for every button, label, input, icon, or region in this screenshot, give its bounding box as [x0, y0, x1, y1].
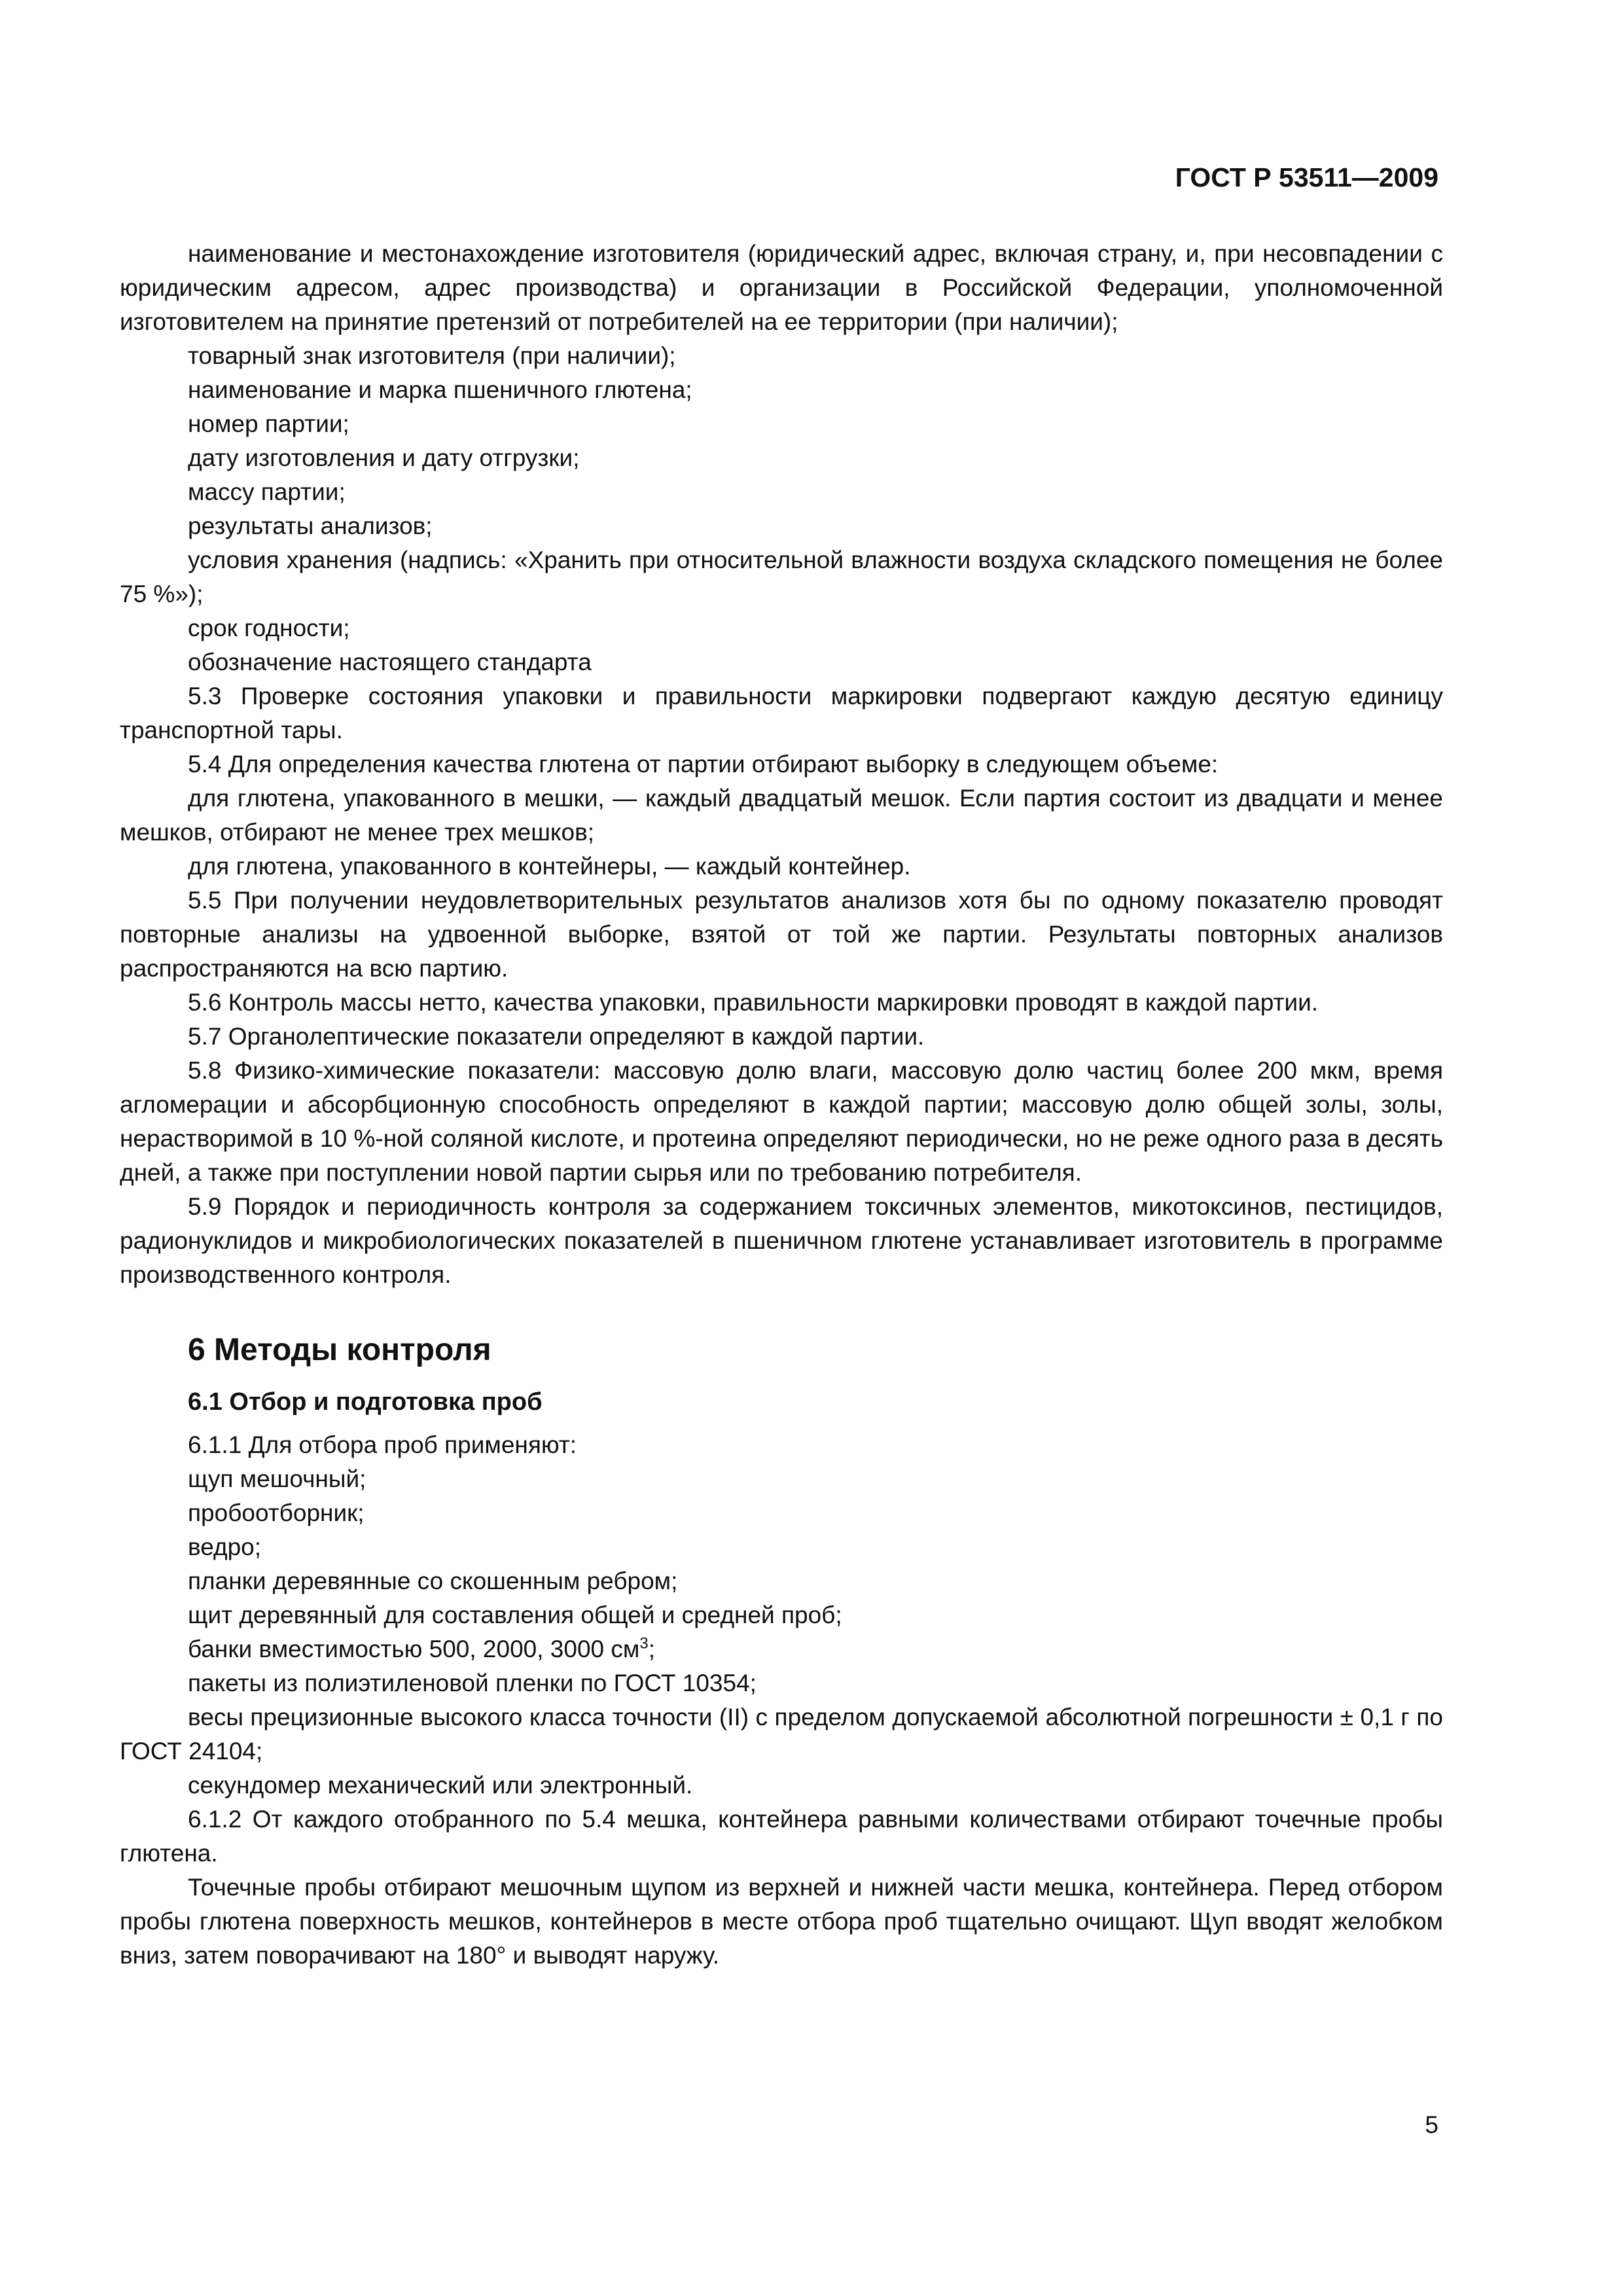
list-item: наименование и марка пшеничного глютена; — [188, 376, 692, 403]
list-item: щуп мешочный; — [188, 1465, 366, 1492]
subsection-heading: 6.1 Отбор и подготовка проб — [188, 1388, 543, 1416]
list-item: условия хранения (надпись: «Хранить при относительной влажности воздуха складского помещения не более 75 %»); — [120, 547, 1443, 607]
list-item: срок годности; — [188, 615, 350, 641]
clause-5-5: 5.5 При получении неудовлетворительных результатов анализов хотя бы по одному показателю проводят повторные анализы на удвоенной выборке, взятой от той же партии. Результаты повторных анализов распространяются на всю партию. — [120, 887, 1443, 982]
clause-5-9: 5.9 Порядок и периодичность контроля за содержанием токсичных элементов, микотоксинов, пестицидов, радионуклидов и микробиологических показателей в пшеничном глютене устанавливает изготовитель в программе производственного контроля. — [120, 1193, 1443, 1288]
list-item-jars — [120, 1632, 1443, 1666]
clause-5-4: 5.4 Для определения качества глютена от партии отбирают выборку в следующем объеме: — [188, 751, 1219, 778]
list-item: дату изготовления и дату отгрузки; — [188, 444, 580, 471]
clause-5-8: 5.8 Физико-химические показатели: массовую долю влаги, массовую долю частиц более 200 мкм, время агломерации и абсорбционную способность определяют в каждой партии; массовую долю общей золы, золы, нерастворимой в 10 %-ной соляной кислоте, и протеина определяют периодически, но не реже одного раза в десять дней, а также при поступлении новой партии сырья или по требованию потребителя. — [120, 1057, 1443, 1186]
list-item: планки деревянные со скошенным ребром; — [188, 1568, 678, 1594]
jars-text: банки вместимостью 500, 2000, 3000 см — [188, 1636, 640, 1662]
list-item: товарный знак изготовителя (при наличии); — [188, 342, 676, 369]
list-item: пакеты из полиэтиленовой пленки по ГОСТ 10354; — [188, 1670, 757, 1696]
clause-5-3: 5.3 Проверке состояния упаковки и правильности маркировки подвергают каждую десятую единицу транспортной тары. — [120, 683, 1443, 744]
list-item: массу партии; — [188, 478, 346, 505]
paragraph: для глютена, упакованного в мешки, — каждый двадцатый мешок. Если партия состоит из двадцати и менее мешков, отбирают не менее трех мешков; — [120, 785, 1443, 846]
jars-superscript: 3 — [639, 1634, 649, 1653]
paragraph: для глютена, упакованного в контейнеры, — каждый контейнер. — [188, 853, 911, 880]
clause-6-1-1: 6.1.1 Для отбора проб применяют: — [188, 1431, 577, 1458]
list-item: обозначение настоящего стандарта — [188, 649, 592, 675]
paragraph: наименование и местонахождение изготовителя (юридический адрес, включая страну, и, при несовпадении с юридическим адресом, адрес производства) и организации в Российской Федерации, уполномоченной изготовителем на принятие претензий от потребителей на ее территории (при наличии); — [120, 240, 1443, 335]
list-item: номер партии; — [188, 410, 349, 437]
page-number: 5 — [1425, 2111, 1438, 2138]
list-item: результаты анализов; — [188, 512, 433, 539]
list-item: секундомер механический или электронный. — [188, 1772, 693, 1799]
standard-code-header: ГОСТ Р 53511—2009 — [1175, 162, 1438, 192]
list-item: весы прецизионные высокого класса точности (II) с пределом допускаемой абсолютной погрешности ± 0,1 г по ГОСТ 24104; — [120, 1704, 1443, 1765]
document-body — [120, 237, 1443, 1973]
list-item: щит деревянный для составления общей и средней проб; — [188, 1602, 842, 1628]
paragraph: Точечные пробы отбирают мешочным щупом из верхней и нижней части мешка, контейнера. Перед отбором пробы глютена поверхность мешков, контейнеров в месте отбора проб тщательно очищают. Щуп вводят желобком вниз, затем поворачивают на 180° и выводят наружу. — [120, 1874, 1443, 1969]
clause-5-6: 5.6 Контроль массы нетто, качества упаковки, правильности маркировки проводят в каждой партии. — [188, 989, 1319, 1016]
clause-5-7: 5.7 Органолептические показатели определяют в каждой партии. — [188, 1023, 925, 1050]
list-item: ведро; — [188, 1534, 262, 1560]
clause-6-1-2: 6.1.2 От каждого отобранного по 5.4 мешка, контейнера равными количествами отбирают точечные пробы глютена. — [120, 1806, 1443, 1867]
jars-end: ; — [648, 1636, 655, 1662]
section-heading: 6 Методы контроля — [188, 1333, 491, 1367]
list-item: пробоотборник; — [188, 1499, 365, 1526]
